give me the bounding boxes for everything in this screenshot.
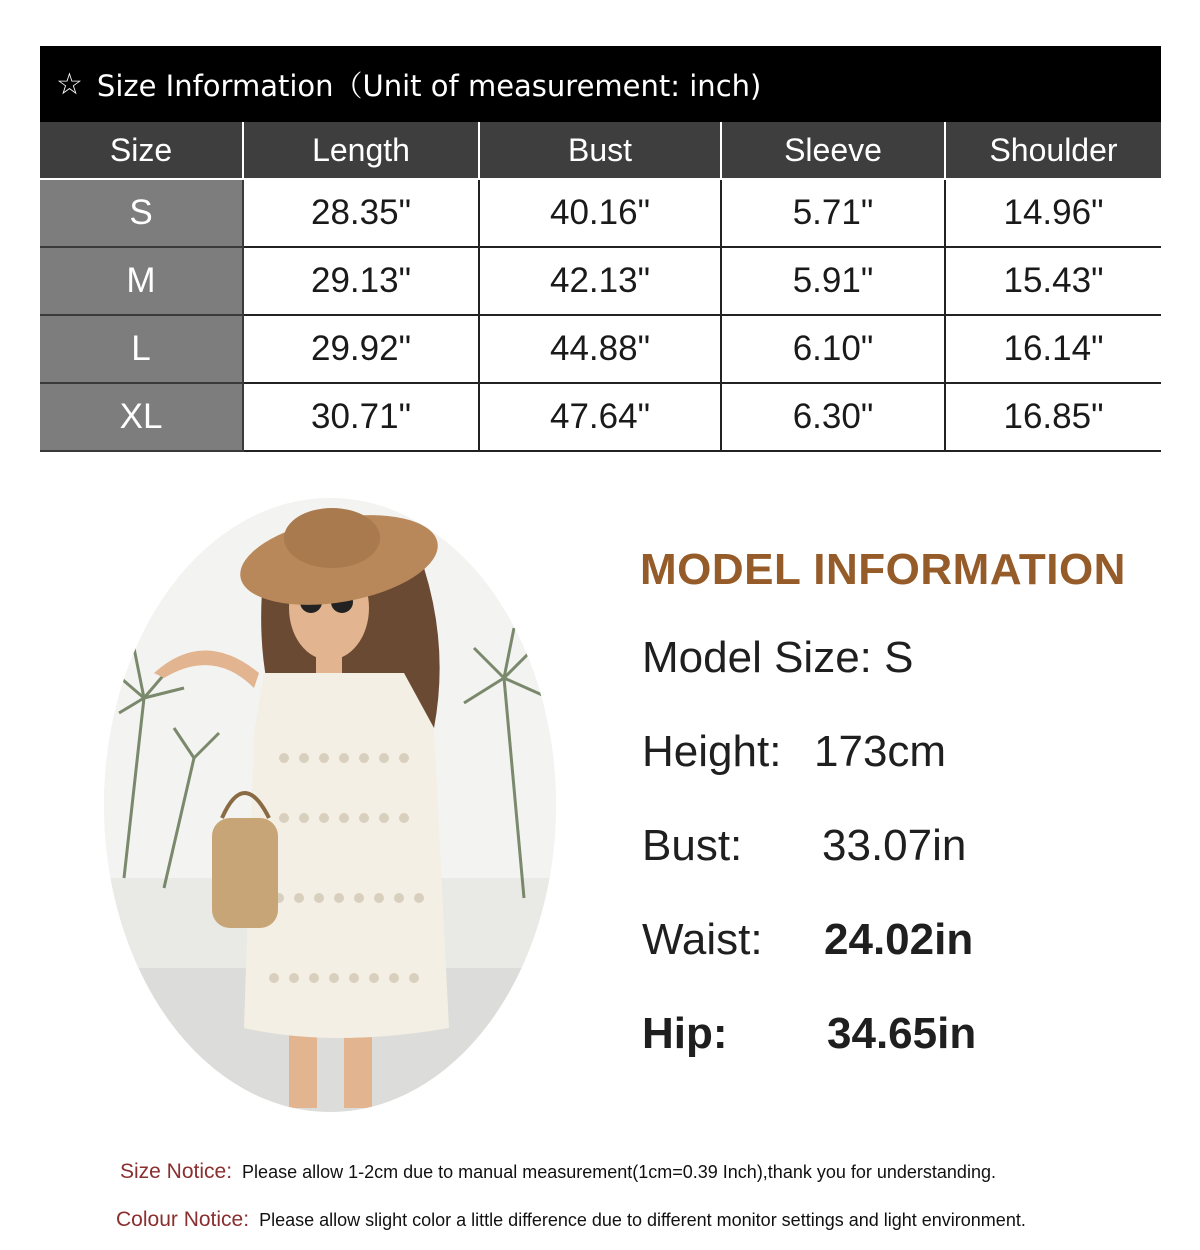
height-label: Height: xyxy=(642,727,782,776)
colour-notice xyxy=(116,1208,1026,1232)
bust-cell: 47.64" xyxy=(479,383,721,451)
sleeve-cell: 5.91" xyxy=(721,247,945,315)
table-row xyxy=(40,247,1161,315)
size-cell: L xyxy=(40,315,243,383)
shoulder-cell: 16.85" xyxy=(945,383,1161,451)
header-sleeve: Sleeve xyxy=(721,122,945,179)
bust-cell: 44.88" xyxy=(479,315,721,383)
model-size-label: Model Size: S xyxy=(642,633,914,682)
table-row xyxy=(40,179,1161,247)
header-size: Size xyxy=(40,122,243,179)
colour-notice-text: Please allow slight color a little difference due to different monitor settings and light environment. xyxy=(259,1210,1026,1230)
model-size-row xyxy=(642,630,1162,686)
length-cell: 29.92" xyxy=(243,315,479,383)
sleeve-cell: 6.30" xyxy=(721,383,945,451)
header-shoulder: Shoulder xyxy=(945,122,1161,179)
hip-label: Hip: xyxy=(642,1009,728,1058)
size-table xyxy=(40,122,1161,452)
length-cell: 30.71" xyxy=(243,383,479,451)
size-cell: S xyxy=(40,179,243,247)
size-notice xyxy=(120,1160,996,1184)
size-cell: XL xyxy=(40,383,243,451)
table-row xyxy=(40,383,1161,451)
bust-label: Bust: xyxy=(642,821,743,870)
model-hip-row xyxy=(642,1006,1162,1062)
size-notice-text: Please allow 1-2cm due to manual measurement(1cm=0.39 Inch),thank you for understanding. xyxy=(242,1162,996,1182)
sleeve-cell: 5.71" xyxy=(721,179,945,247)
header-bust: Bust xyxy=(479,122,721,179)
size-info-title: Size Information（Unit of measurement: inch) xyxy=(96,68,762,103)
waist-value: 24.02in xyxy=(824,915,974,964)
shoulder-cell: 14.96" xyxy=(945,179,1161,247)
waist-label: Waist: xyxy=(642,915,763,964)
table-row xyxy=(40,315,1161,383)
model-photo xyxy=(104,498,556,1112)
bust-value: 33.07in xyxy=(822,821,967,870)
model-height-row xyxy=(642,724,1162,780)
hip-value: 34.65in xyxy=(827,1009,977,1058)
length-cell: 28.35" xyxy=(243,179,479,247)
star-icon: ☆ xyxy=(56,66,83,102)
shoulder-cell: 15.43" xyxy=(945,247,1161,315)
size-cell: M xyxy=(40,247,243,315)
colour-notice-label: Colour Notice: xyxy=(116,1208,250,1231)
model-illustration xyxy=(104,498,556,1112)
bust-cell: 42.13" xyxy=(479,247,721,315)
size-notice-label: Size Notice: xyxy=(120,1160,233,1183)
table-header-row xyxy=(40,122,1161,179)
height-value: 173cm xyxy=(814,727,947,776)
shoulder-cell: 16.14" xyxy=(945,315,1161,383)
bust-cell: 40.16" xyxy=(479,179,721,247)
length-cell: 29.13" xyxy=(243,247,479,315)
sleeve-cell: 6.10" xyxy=(721,315,945,383)
model-waist-row xyxy=(642,912,1162,968)
size-info-title-bar xyxy=(40,46,1161,122)
model-info-title: MODEL INFORMATION xyxy=(640,545,1126,594)
model-bust-row xyxy=(642,818,1162,874)
header-length: Length xyxy=(243,122,479,179)
